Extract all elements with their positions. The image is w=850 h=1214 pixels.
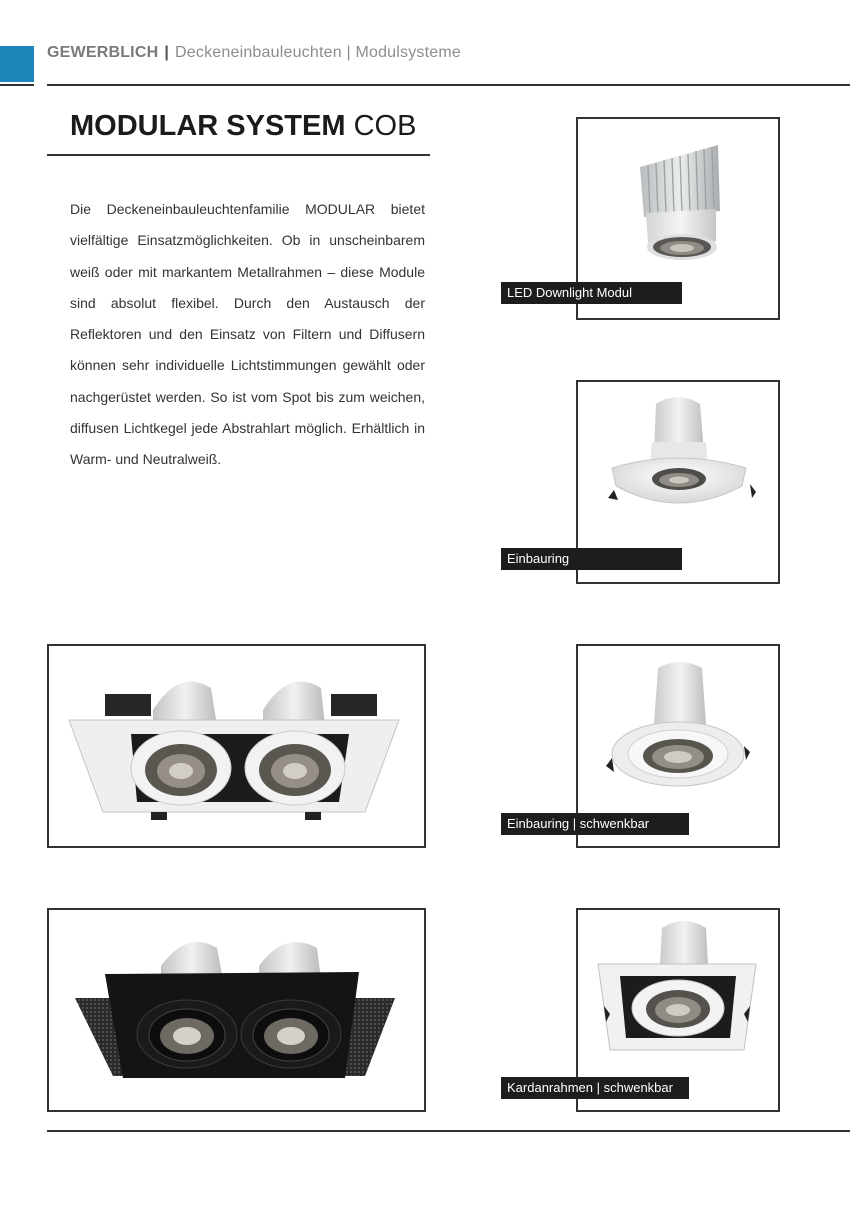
header-category: GEWERBLICH	[47, 44, 159, 61]
header-rule	[47, 84, 850, 86]
title-rule	[47, 154, 430, 156]
caption-ring-tilt: Einbauring | schwenkbar	[501, 813, 689, 835]
body-paragraph: Die Deckeneinbauleuchtenfamilie MODULAR bietet vielfältige Einsatzmöglichkeiten. Ob in unscheinbarem weiß oder mit markantem Metallrahmen – diese Module sind absolut flexibel. Durch den Austausch der Reflektoren und den Einsatz von Filtern und Diffusern können sehr individuelle Lichtstimmungen gewählt oder nachgerüstet werden. So ist vom Spot bis zum weichen, diffusen Lichtkegel jede Abstrahlart möglich. Erhältlich in Warm- und Neutralweiß.	[70, 201, 425, 468]
page-title	[70, 110, 416, 143]
caption-ring: Einbauring	[501, 548, 682, 570]
section-tab-marker	[0, 46, 34, 82]
header-separator: |	[164, 44, 170, 61]
product-image-double-white	[47, 644, 426, 848]
caption-gimbal: Kardanrahmen | schwenkbar	[501, 1077, 689, 1099]
caption-module: LED Downlight Modul	[501, 282, 682, 304]
product-image-double-black	[47, 908, 426, 1112]
footer-rule	[47, 1130, 850, 1132]
header-subtitle: Deckeneinbauleuchten | Modulsysteme	[175, 44, 461, 61]
title-light: COB	[353, 110, 417, 142]
page-header	[47, 44, 461, 62]
header-rule-left	[0, 84, 34, 86]
title-bold: MODULAR SYSTEM	[70, 110, 346, 142]
